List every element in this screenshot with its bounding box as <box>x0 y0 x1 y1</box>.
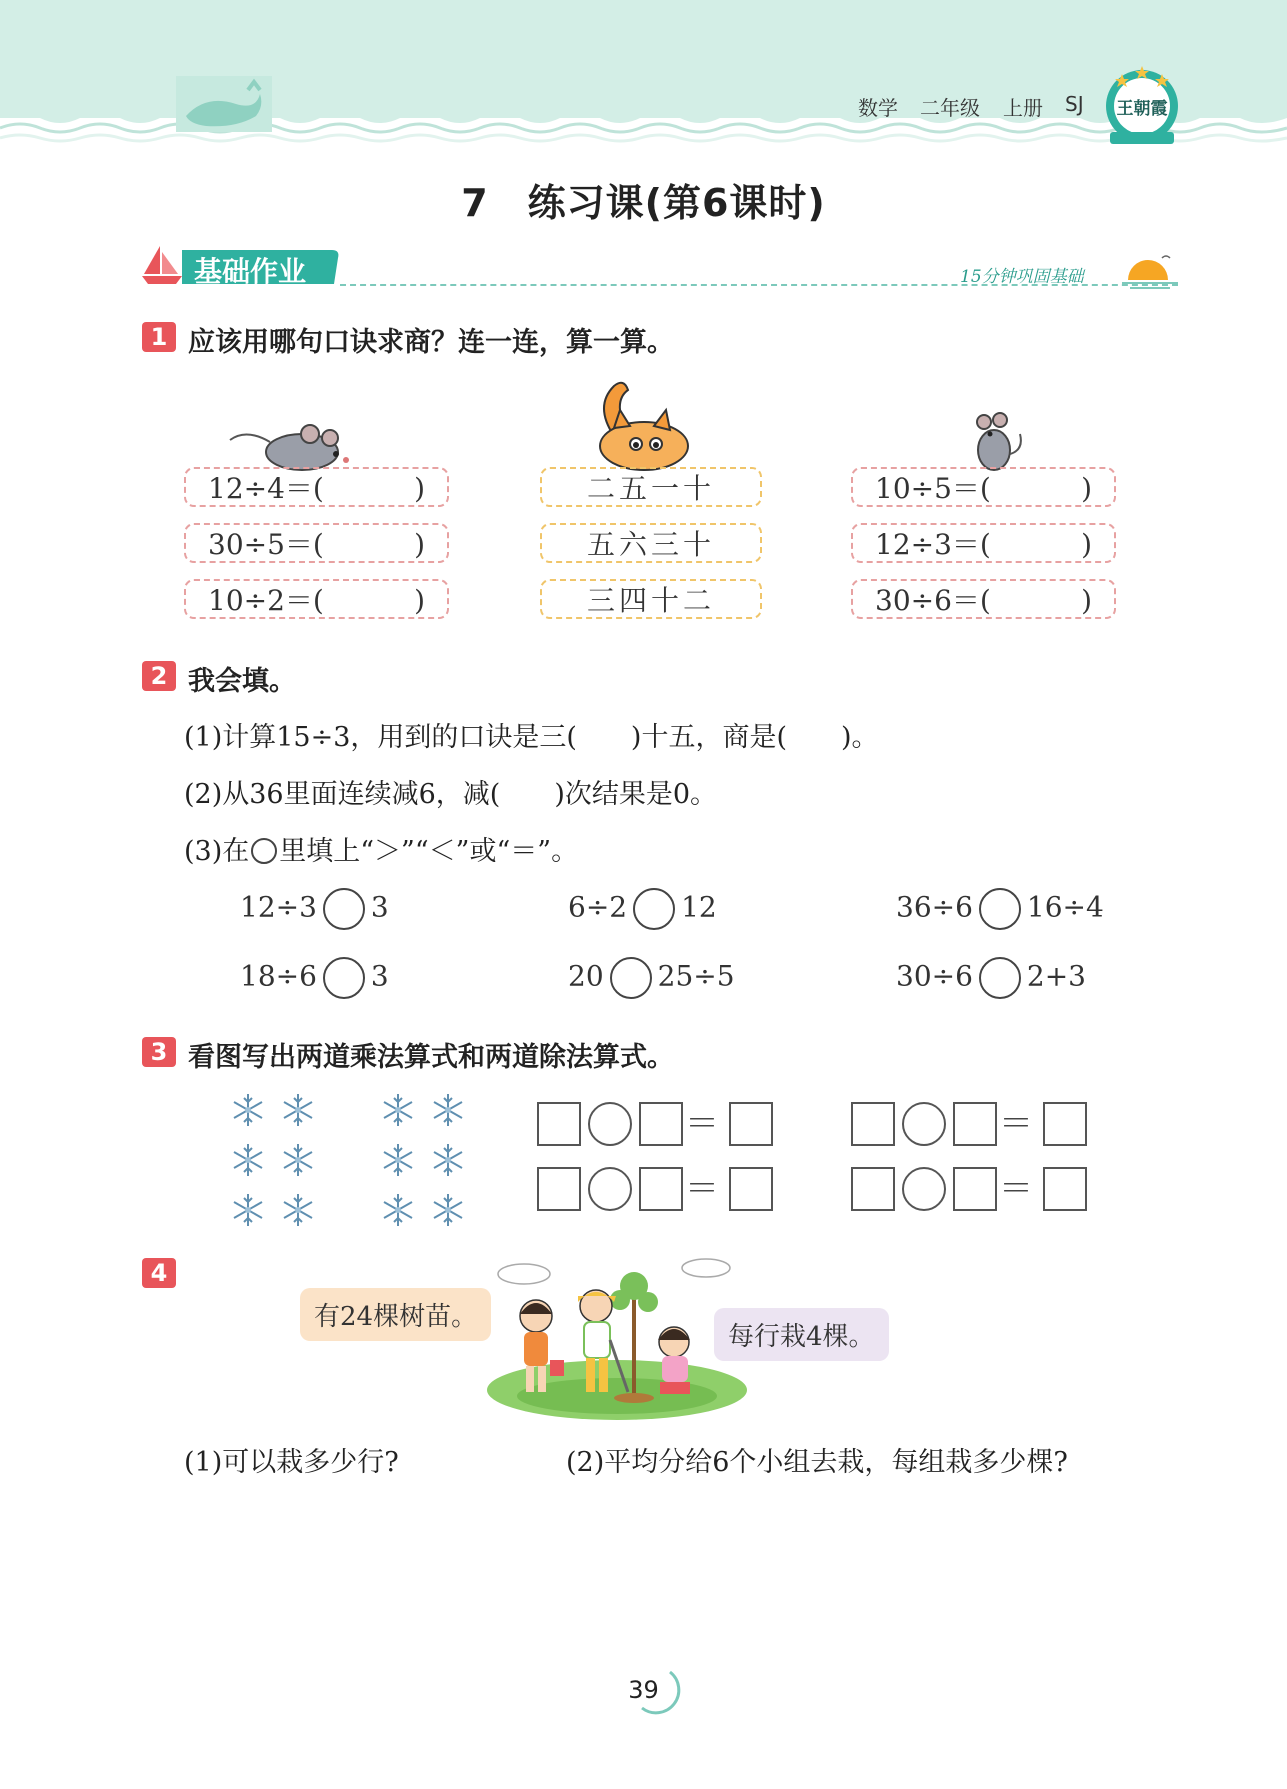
comparison-item <box>896 957 1086 999</box>
answer-square[interactable] <box>537 1167 581 1211</box>
cat-icon <box>584 376 696 478</box>
whale-icon <box>176 76 272 136</box>
comparison-item <box>896 888 1104 930</box>
comparison-circle[interactable] <box>610 957 652 999</box>
logo-text: 王朝霞 <box>1116 99 1168 119</box>
equation-template <box>537 1167 777 1211</box>
brand-logo <box>1100 62 1184 148</box>
header-subject: 数学 <box>858 96 898 120</box>
multiplication-rhyme-box[interactable]: 三四十二 <box>540 579 762 619</box>
operator-circle[interactable] <box>902 1102 946 1146</box>
comparison-left: 6÷2 <box>568 890 628 924</box>
multiplication-rhyme-box[interactable]: 五六三十 <box>540 523 762 563</box>
division-expression: 30÷5＝( <box>208 528 324 561</box>
comparison-left: 20 <box>568 959 604 993</box>
comparison-circle[interactable] <box>979 957 1021 999</box>
answer-square[interactable] <box>639 1102 683 1146</box>
fill-blank-line-2: (2)从36里面连续减6，减( )次结果是0。 <box>184 779 718 810</box>
snowflake-group-right <box>376 1090 476 1236</box>
comparison-circle[interactable] <box>323 888 365 930</box>
comparison-left: 30÷6 <box>896 959 973 993</box>
division-box[interactable] <box>851 579 1116 619</box>
fill-blank-line-3-prefix: (3)在 <box>184 836 250 867</box>
sailboat-icon <box>140 244 184 290</box>
equals-sign: ＝ <box>999 1104 1033 1144</box>
tree-planting-illustration <box>484 1256 750 1424</box>
comparison-right: 3 <box>370 890 389 924</box>
answer-paren: ) <box>414 584 425 617</box>
answer-square[interactable] <box>1043 1102 1087 1146</box>
operator-circle[interactable] <box>902 1167 946 1211</box>
equation-template <box>537 1102 777 1146</box>
circle-symbol-icon <box>251 838 277 864</box>
fill-blank-line-3-suffix: 里填上“＞”“＜”或“＝”。 <box>279 836 579 867</box>
equation-template <box>851 1167 1091 1211</box>
comparison-right: 2+3 <box>1026 959 1086 993</box>
answer-paren: ) <box>1081 584 1092 617</box>
answer-square[interactable] <box>639 1167 683 1211</box>
division-expression: 30÷6＝( <box>875 584 991 617</box>
header-volume: 上册 <box>1003 96 1043 120</box>
section-tag: 15分钟巩固基础 <box>960 267 1084 287</box>
question-3-prompt: 看图写出两道乘法算式和两道除法算式。 <box>188 1042 674 1073</box>
comparison-left: 36÷6 <box>896 890 973 924</box>
comparison-circle[interactable] <box>323 957 365 999</box>
answer-paren: ) <box>1081 472 1092 505</box>
question-number-3: 3 <box>142 1037 176 1067</box>
division-box[interactable] <box>184 523 449 563</box>
question-2-prompt: 我会填。 <box>188 666 296 697</box>
division-expression: 12÷3＝( <box>875 528 991 561</box>
division-box[interactable] <box>184 467 449 507</box>
answer-paren: ) <box>414 528 425 561</box>
comparison-left: 18÷6 <box>240 959 317 993</box>
answer-square[interactable] <box>953 1102 997 1146</box>
division-box[interactable] <box>184 579 449 619</box>
answer-square[interactable] <box>851 1167 895 1211</box>
fill-blank-line-3 <box>184 829 578 868</box>
comparison-right: 25÷5 <box>657 959 735 993</box>
speech-bubble-right: 每行栽4棵。 <box>714 1308 889 1361</box>
question-1-prompt: 应该用哪句口诀求商？连一连，算一算。 <box>188 327 674 358</box>
answer-square[interactable] <box>537 1102 581 1146</box>
header-edition: SJ <box>1065 92 1084 116</box>
multiplication-rhyme-box[interactable]: 二五一十 <box>540 467 762 507</box>
answer-square[interactable] <box>851 1102 895 1146</box>
division-box[interactable] <box>851 467 1116 507</box>
comparison-right: 12 <box>681 890 717 924</box>
equals-sign: ＝ <box>685 1104 719 1144</box>
equation-template <box>851 1102 1091 1146</box>
question-number-1: 1 <box>142 322 176 352</box>
fill-blank-line-1: (1)计算15÷3，用到的口诀是三( )十五，商是( )。 <box>184 722 879 753</box>
answer-paren: ) <box>414 472 425 505</box>
page-title: 7 练习课(第6课时) <box>461 181 826 225</box>
page-number: 39 <box>628 1676 659 1704</box>
comparison-item <box>240 888 389 930</box>
speech-bubble-left: 有24棵树苗。 <box>300 1288 491 1341</box>
comparison-right: 3 <box>370 959 389 993</box>
comparison-item <box>240 957 389 999</box>
answer-square[interactable] <box>953 1167 997 1211</box>
equals-sign: ＝ <box>999 1169 1033 1209</box>
comparison-left: 12÷3 <box>240 890 317 924</box>
comparison-right: 16÷4 <box>1026 890 1104 924</box>
header-grade: 二年级 <box>920 96 980 120</box>
answer-square[interactable] <box>729 1167 773 1211</box>
question-number-4: 4 <box>142 1258 176 1288</box>
sub-question-2: (2)平均分给6个小组去栽，每组栽多少棵? <box>566 1447 1068 1478</box>
question-number-2: 2 <box>142 661 176 691</box>
section-label: 基础作业 <box>194 255 307 288</box>
snowflake-group-left <box>226 1090 326 1236</box>
comparison-circle[interactable] <box>979 888 1021 930</box>
sub-question-1: (1)可以栽多少行? <box>184 1447 399 1478</box>
answer-paren: ) <box>1081 528 1092 561</box>
comparison-circle[interactable] <box>633 888 675 930</box>
division-expression: 12÷4＝( <box>208 472 324 505</box>
operator-circle[interactable] <box>588 1102 632 1146</box>
operator-circle[interactable] <box>588 1167 632 1211</box>
answer-square[interactable] <box>729 1102 773 1146</box>
division-expression: 10÷2＝( <box>208 584 324 617</box>
comparison-item <box>568 957 735 999</box>
division-expression: 10÷5＝( <box>875 472 991 505</box>
division-box[interactable] <box>851 523 1116 563</box>
answer-square[interactable] <box>1043 1167 1087 1211</box>
sunrise-icon <box>1122 250 1178 296</box>
comparison-item <box>568 888 717 930</box>
equals-sign: ＝ <box>685 1169 719 1209</box>
